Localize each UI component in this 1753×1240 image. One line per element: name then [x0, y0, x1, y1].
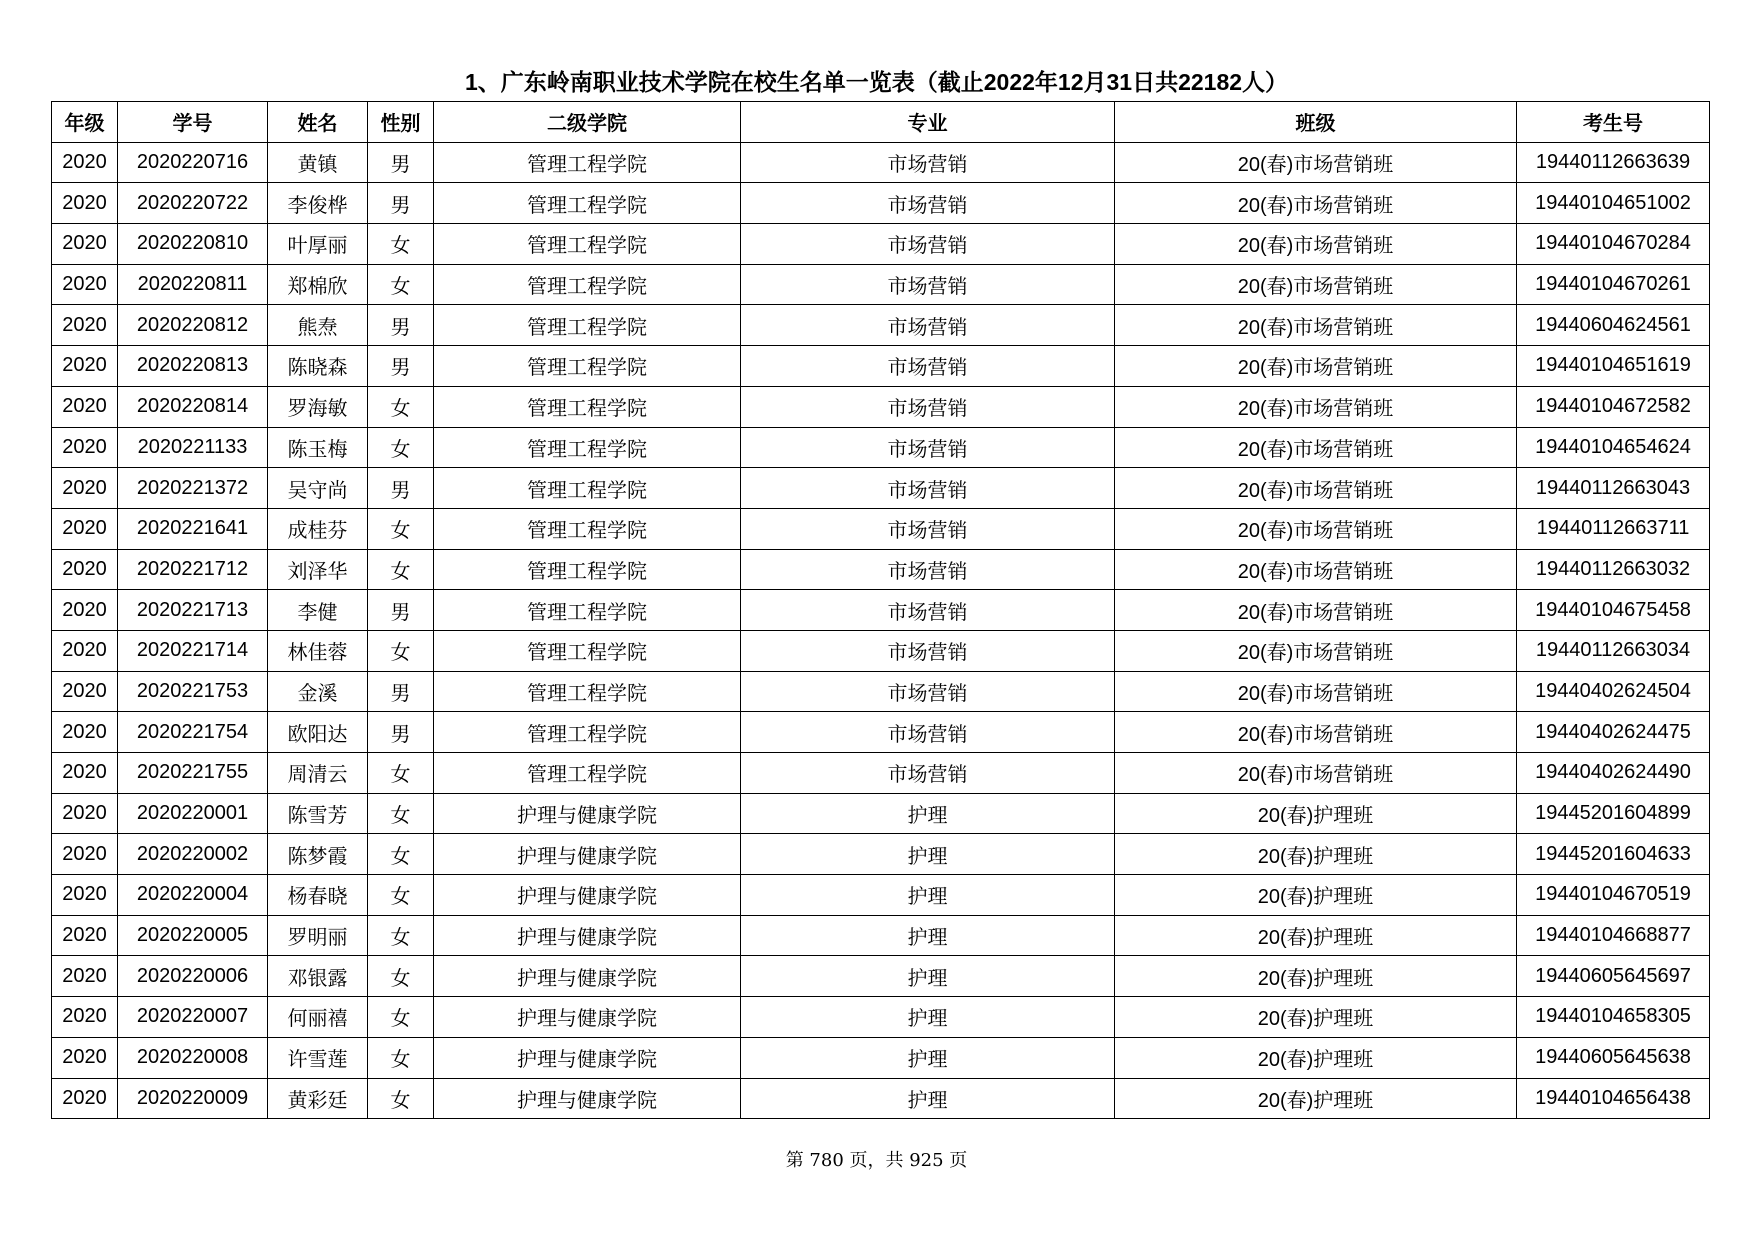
major-cell: 市场营销 — [741, 671, 1115, 712]
exam-number-cell: 19440112663639 — [1517, 142, 1710, 183]
major-cell: 护理 — [741, 793, 1115, 834]
major-cell: 护理 — [741, 1078, 1115, 1119]
major-cell: 市场营销 — [741, 183, 1115, 224]
class-cell: 20(春)护理班 — [1115, 956, 1517, 997]
college-cell: 管理工程学院 — [434, 549, 741, 590]
class-cell: 20(春)市场营销班 — [1115, 468, 1517, 509]
class-cell: 20(春)市场营销班 — [1115, 142, 1517, 183]
class-cell: 20(春)市场营销班 — [1115, 305, 1517, 346]
college-cell: 管理工程学院 — [434, 386, 741, 427]
table-row — [52, 1078, 1710, 1119]
table-row — [52, 264, 1710, 305]
gender-cell: 女 — [368, 997, 434, 1038]
grade-cell: 2020 — [52, 1037, 118, 1078]
student-id-cell: 2020220810 — [118, 224, 268, 265]
grade-cell: 2020 — [52, 590, 118, 631]
gender-cell: 女 — [368, 427, 434, 468]
student-id-cell: 2020221133 — [118, 427, 268, 468]
college-cell: 护理与健康学院 — [434, 1078, 741, 1119]
college-cell: 管理工程学院 — [434, 630, 741, 671]
grade-cell: 2020 — [52, 915, 118, 956]
exam-number-cell: 19440402624475 — [1517, 712, 1710, 753]
exam-number-cell: 19440104654624 — [1517, 427, 1710, 468]
grade-cell: 2020 — [52, 508, 118, 549]
column-header-student-id: 学号 — [118, 102, 268, 143]
student-id-cell: 2020220009 — [118, 1078, 268, 1119]
class-cell: 20(春)市场营销班 — [1115, 671, 1517, 712]
exam-number-cell: 19440402624490 — [1517, 753, 1710, 794]
class-cell: 20(春)市场营销班 — [1115, 630, 1517, 671]
gender-cell: 女 — [368, 834, 434, 875]
exam-number-cell: 19440104656438 — [1517, 1078, 1710, 1119]
table-row — [52, 1037, 1710, 1078]
college-cell: 护理与健康学院 — [434, 875, 741, 916]
table-row — [52, 630, 1710, 671]
exam-number-cell: 19445201604633 — [1517, 834, 1710, 875]
student-id-cell: 2020220811 — [118, 264, 268, 305]
class-cell: 20(春)护理班 — [1115, 915, 1517, 956]
student-id-cell: 2020220007 — [118, 997, 268, 1038]
major-cell: 护理 — [741, 1037, 1115, 1078]
exam-number-cell: 19440104651619 — [1517, 346, 1710, 387]
name-cell: 陈雪芳 — [268, 793, 368, 834]
exam-number-cell: 19440604624561 — [1517, 305, 1710, 346]
class-cell: 20(春)市场营销班 — [1115, 346, 1517, 387]
class-cell: 20(春)护理班 — [1115, 1037, 1517, 1078]
college-cell: 管理工程学院 — [434, 427, 741, 468]
gender-cell: 女 — [368, 549, 434, 590]
college-cell: 护理与健康学院 — [434, 915, 741, 956]
major-cell: 护理 — [741, 875, 1115, 916]
name-cell: 熊焘 — [268, 305, 368, 346]
grade-cell: 2020 — [52, 997, 118, 1038]
major-cell: 市场营销 — [741, 224, 1115, 265]
name-cell: 黄镇 — [268, 142, 368, 183]
college-cell: 管理工程学院 — [434, 712, 741, 753]
grade-cell: 2020 — [52, 712, 118, 753]
gender-cell: 女 — [368, 915, 434, 956]
college-cell: 管理工程学院 — [434, 671, 741, 712]
name-cell: 金溪 — [268, 671, 368, 712]
college-cell: 管理工程学院 — [434, 508, 741, 549]
student-id-cell: 2020221753 — [118, 671, 268, 712]
grade-cell: 2020 — [52, 346, 118, 387]
table-row — [52, 427, 1710, 468]
student-id-cell: 2020220006 — [118, 956, 268, 997]
college-cell: 管理工程学院 — [434, 590, 741, 631]
table-row — [52, 305, 1710, 346]
major-cell: 市场营销 — [741, 142, 1115, 183]
page-footer: 第 780 页，共 925 页 — [785, 1150, 968, 1171]
gender-cell: 女 — [368, 224, 434, 265]
student-id-cell: 2020221712 — [118, 549, 268, 590]
name-cell: 吴守尚 — [268, 468, 368, 509]
grade-cell: 2020 — [52, 753, 118, 794]
class-cell: 20(春)市场营销班 — [1115, 427, 1517, 468]
college-cell: 管理工程学院 — [434, 346, 741, 387]
name-cell: 邓银露 — [268, 956, 368, 997]
exam-number-cell: 19440112663034 — [1517, 630, 1710, 671]
college-cell: 管理工程学院 — [434, 753, 741, 794]
college-cell: 护理与健康学院 — [434, 834, 741, 875]
grade-cell: 2020 — [52, 875, 118, 916]
major-cell: 市场营销 — [741, 753, 1115, 794]
major-cell: 市场营销 — [741, 468, 1115, 509]
gender-cell: 女 — [368, 1078, 434, 1119]
class-cell: 20(春)护理班 — [1115, 875, 1517, 916]
name-cell: 刘泽华 — [268, 549, 368, 590]
major-cell: 市场营销 — [741, 346, 1115, 387]
name-cell: 叶厚丽 — [268, 224, 368, 265]
student-id-cell: 2020220812 — [118, 305, 268, 346]
name-cell: 杨春晓 — [268, 875, 368, 916]
major-cell: 护理 — [741, 956, 1115, 997]
name-cell: 陈梦霞 — [268, 834, 368, 875]
gender-cell: 女 — [368, 753, 434, 794]
exam-number-cell: 19440104670261 — [1517, 264, 1710, 305]
class-cell: 20(春)护理班 — [1115, 1078, 1517, 1119]
class-cell: 20(春)护理班 — [1115, 834, 1517, 875]
name-cell: 成桂芬 — [268, 508, 368, 549]
column-header-exam-number: 考生号 — [1517, 102, 1710, 143]
student-id-cell: 2020220814 — [118, 386, 268, 427]
major-cell: 护理 — [741, 997, 1115, 1038]
gender-cell: 男 — [368, 142, 434, 183]
gender-cell: 女 — [368, 956, 434, 997]
student-id-cell: 2020220002 — [118, 834, 268, 875]
table-row — [52, 671, 1710, 712]
grade-cell: 2020 — [52, 630, 118, 671]
table-row — [52, 346, 1710, 387]
college-cell: 管理工程学院 — [434, 183, 741, 224]
student-id-cell: 2020221755 — [118, 753, 268, 794]
major-cell: 市场营销 — [741, 590, 1115, 631]
name-cell: 郑棉欣 — [268, 264, 368, 305]
student-id-cell: 2020221372 — [118, 468, 268, 509]
name-cell: 何丽禧 — [268, 997, 368, 1038]
gender-cell: 男 — [368, 590, 434, 631]
major-cell: 市场营销 — [741, 508, 1115, 549]
exam-number-cell: 19440104658305 — [1517, 997, 1710, 1038]
gender-cell: 女 — [368, 630, 434, 671]
student-roster-table — [51, 101, 1710, 1119]
college-cell: 管理工程学院 — [434, 468, 741, 509]
major-cell: 市场营销 — [741, 549, 1115, 590]
table-row — [52, 549, 1710, 590]
column-header-gender: 性别 — [368, 102, 434, 143]
student-id-cell: 2020220716 — [118, 142, 268, 183]
major-cell: 护理 — [741, 915, 1115, 956]
page-title: 1、广东岭南职业技术学院在校生名单一览表（截止2022年12月31日共22182人） — [464, 69, 1289, 95]
major-cell: 市场营销 — [741, 712, 1115, 753]
exam-number-cell: 19440104668877 — [1517, 915, 1710, 956]
college-cell: 护理与健康学院 — [434, 1037, 741, 1078]
grade-cell: 2020 — [52, 427, 118, 468]
name-cell: 李俊桦 — [268, 183, 368, 224]
gender-cell: 男 — [368, 671, 434, 712]
exam-number-cell: 19445201604899 — [1517, 793, 1710, 834]
grade-cell: 2020 — [52, 671, 118, 712]
grade-cell: 2020 — [52, 264, 118, 305]
gender-cell: 男 — [368, 468, 434, 509]
grade-cell: 2020 — [52, 1078, 118, 1119]
exam-number-cell: 19440402624504 — [1517, 671, 1710, 712]
major-cell: 市场营销 — [741, 305, 1115, 346]
college-cell: 管理工程学院 — [434, 305, 741, 346]
name-cell: 许雪莲 — [268, 1037, 368, 1078]
table-row — [52, 183, 1710, 224]
exam-number-cell: 19440112663032 — [1517, 549, 1710, 590]
column-header-major: 专业 — [741, 102, 1115, 143]
grade-cell: 2020 — [52, 305, 118, 346]
name-cell: 陈晓森 — [268, 346, 368, 387]
student-id-cell: 2020220004 — [118, 875, 268, 916]
class-cell: 20(春)市场营销班 — [1115, 712, 1517, 753]
class-cell: 20(春)市场营销班 — [1115, 508, 1517, 549]
class-cell: 20(春)护理班 — [1115, 997, 1517, 1038]
major-cell: 市场营销 — [741, 386, 1115, 427]
name-cell: 李健 — [268, 590, 368, 631]
table-row — [52, 956, 1710, 997]
table-row — [52, 468, 1710, 509]
grade-cell: 2020 — [52, 793, 118, 834]
grade-cell: 2020 — [52, 386, 118, 427]
grade-cell: 2020 — [52, 142, 118, 183]
table-row — [52, 753, 1710, 794]
name-cell: 罗明丽 — [268, 915, 368, 956]
student-id-cell: 2020221641 — [118, 508, 268, 549]
student-id-cell: 2020220005 — [118, 915, 268, 956]
student-id-cell: 2020220001 — [118, 793, 268, 834]
class-cell: 20(春)市场营销班 — [1115, 590, 1517, 631]
class-cell: 20(春)市场营销班 — [1115, 264, 1517, 305]
table-row — [52, 997, 1710, 1038]
gender-cell: 女 — [368, 264, 434, 305]
name-cell: 陈玉梅 — [268, 427, 368, 468]
table-row — [52, 508, 1710, 549]
column-header-class: 班级 — [1115, 102, 1517, 143]
student-id-cell: 2020220813 — [118, 346, 268, 387]
gender-cell: 女 — [368, 1037, 434, 1078]
table-row — [52, 915, 1710, 956]
gender-cell: 女 — [368, 508, 434, 549]
gender-cell: 女 — [368, 386, 434, 427]
gender-cell: 女 — [368, 793, 434, 834]
class-cell: 20(春)市场营销班 — [1115, 183, 1517, 224]
table-row — [52, 875, 1710, 916]
table-row — [52, 386, 1710, 427]
college-cell: 管理工程学院 — [434, 142, 741, 183]
exam-number-cell: 19440112663043 — [1517, 468, 1710, 509]
exam-number-cell: 19440104651002 — [1517, 183, 1710, 224]
gender-cell: 男 — [368, 183, 434, 224]
name-cell: 周清云 — [268, 753, 368, 794]
table-header-row — [52, 102, 1710, 143]
student-id-cell: 2020221713 — [118, 590, 268, 631]
college-cell: 护理与健康学院 — [434, 997, 741, 1038]
class-cell: 20(春)市场营销班 — [1115, 549, 1517, 590]
grade-cell: 2020 — [52, 834, 118, 875]
grade-cell: 2020 — [52, 956, 118, 997]
column-header-college: 二级学院 — [434, 102, 741, 143]
table-row — [52, 224, 1710, 265]
table-row — [52, 834, 1710, 875]
gender-cell: 男 — [368, 346, 434, 387]
college-cell: 管理工程学院 — [434, 264, 741, 305]
exam-number-cell: 19440605645697 — [1517, 956, 1710, 997]
gender-cell: 男 — [368, 305, 434, 346]
gender-cell: 女 — [368, 875, 434, 916]
grade-cell: 2020 — [52, 468, 118, 509]
student-id-cell: 2020220722 — [118, 183, 268, 224]
college-cell: 护理与健康学院 — [434, 956, 741, 997]
name-cell: 欧阳达 — [268, 712, 368, 753]
exam-number-cell: 19440104670519 — [1517, 875, 1710, 916]
name-cell: 罗海敏 — [268, 386, 368, 427]
exam-number-cell: 19440104675458 — [1517, 590, 1710, 631]
exam-number-cell: 19440605645638 — [1517, 1037, 1710, 1078]
table-row — [52, 590, 1710, 631]
table-body — [52, 142, 1710, 1119]
student-id-cell: 2020220008 — [118, 1037, 268, 1078]
class-cell: 20(春)市场营销班 — [1115, 386, 1517, 427]
college-cell: 管理工程学院 — [434, 224, 741, 265]
major-cell: 市场营销 — [741, 264, 1115, 305]
major-cell: 护理 — [741, 834, 1115, 875]
student-id-cell: 2020221714 — [118, 630, 268, 671]
student-id-cell: 2020221754 — [118, 712, 268, 753]
grade-cell: 2020 — [52, 183, 118, 224]
column-header-grade: 年级 — [52, 102, 118, 143]
exam-number-cell: 19440104670284 — [1517, 224, 1710, 265]
column-header-name: 姓名 — [268, 102, 368, 143]
name-cell: 林佳蓉 — [268, 630, 368, 671]
name-cell: 黄彩廷 — [268, 1078, 368, 1119]
exam-number-cell: 19440104672582 — [1517, 386, 1710, 427]
class-cell: 20(春)市场营销班 — [1115, 224, 1517, 265]
college-cell: 护理与健康学院 — [434, 793, 741, 834]
major-cell: 市场营销 — [741, 630, 1115, 671]
gender-cell: 男 — [368, 712, 434, 753]
exam-number-cell: 19440112663711 — [1517, 508, 1710, 549]
grade-cell: 2020 — [52, 224, 118, 265]
table-row — [52, 142, 1710, 183]
class-cell: 20(春)市场营销班 — [1115, 753, 1517, 794]
class-cell: 20(春)护理班 — [1115, 793, 1517, 834]
table-row — [52, 712, 1710, 753]
major-cell: 市场营销 — [741, 427, 1115, 468]
table-row — [52, 793, 1710, 834]
grade-cell: 2020 — [52, 549, 118, 590]
